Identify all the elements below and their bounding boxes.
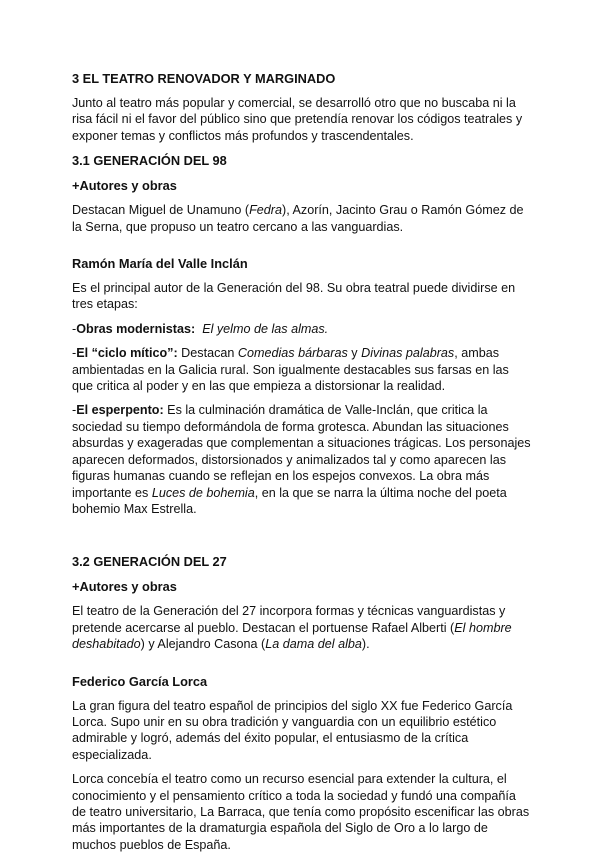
work-title: Comedias bárbaras	[237, 346, 348, 361]
section-intro-paragraph: Junto al teatro más popular y comercial, se desarrolló otro que no buscaba ni la risa fácil ni el favor del público sino que pretendía renovar los códigos teatrales y exponer temas y conflictos más profundos y trascendentales.	[72, 96, 523, 143]
work-title: El hombre deshabitado	[72, 620, 512, 652]
text-run: Destacan	[177, 346, 238, 361]
document-content	[72, 70, 532, 853]
list-dash: -	[72, 403, 77, 418]
gen98-authors-heading: +Autores y obras	[72, 178, 177, 194]
gen27-authors-paragraph	[72, 603, 532, 652]
work-title: El yelmo de las almas.	[202, 321, 329, 336]
stage-label: El “ciclo mítico”:	[76, 346, 178, 361]
text-run: , en la que se narra la última noche del poeta bohemio Max Estrella.	[72, 485, 507, 516]
lorca-title: Federico García Lorca	[72, 673, 208, 689]
lorca-paragraph-2: Lorca concebía el teatro como un recurso esencial para extender la cultura, el conocimiento y el pensamiento crítico a toda la sociedad y fundó una compañía de teatro universitario, La Barraca, que tenía como propósito escenificar las obras más importantes de la dramaturgia española del Siglo de Oro a lo largo de muchos pueblos de España.	[72, 772, 530, 852]
text-run: y	[347, 346, 362, 361]
stage-label: Obras modernistas:	[76, 321, 196, 336]
section-title: 3 EL TEATRO RENOVADOR Y MARGINADO	[72, 71, 336, 86]
work-title: Fedra	[249, 203, 283, 218]
modernist-works-paragraph	[72, 321, 532, 337]
text-run: El teatro de la Generación del 27 incorpora formas y técnicas vanguardistas y pretende acercarse al pueblo. Destacan el portuense Rafael Alberti (	[72, 604, 506, 635]
work-title: Luces de bohemia	[151, 485, 255, 500]
text-run: ) y Alejandro Casona (	[140, 637, 266, 652]
list-dash: -	[72, 346, 77, 361]
list-dash: -	[72, 321, 77, 336]
text-run: Es la culminación dramática de Valle-Inclán, que critica la sociedad su tiempo deformándola de forma grotesca. Abundan las situaciones absurdas y exageradas que complementan a situaciones trágicas. Los personajes aparecen deformados, distorsionados y animalizados tal y como aparecen las figuras humanas cuando se reflejan en los espejos convexos. La obra más importante es	[72, 403, 531, 500]
valle-intro-paragraph: Es el principal autor de la Generación del 98. Su obra teatral puede dividirse en tres etapas:	[72, 281, 516, 312]
esperpento-paragraph	[72, 402, 532, 517]
text-run: Destacan Miguel de Unamuno (	[72, 203, 250, 218]
gen27-authors-heading: +Autores y obras	[72, 579, 177, 595]
work-title: Divinas palabras	[361, 346, 455, 361]
text-run: ), Azorín, Jacinto Grau o Ramón Gómez de la Serna, que propuso un teatro cercano a las vanguardias.	[72, 203, 524, 234]
stage-label: El esperpento:	[76, 403, 164, 418]
mythic-cycle-paragraph	[72, 345, 532, 394]
valle-inclan-title: Ramón María del Valle Inclán	[72, 256, 248, 272]
text-run: ).	[361, 637, 370, 652]
gen98-authors-paragraph	[72, 202, 532, 235]
work-title: La dama del alba	[265, 637, 362, 652]
gen98-title: 3.1 GENERACIÓN DEL 98	[72, 153, 227, 169]
gen27-title: 3.2 GENERACIÓN DEL 27	[72, 554, 227, 570]
lorca-paragraph-1: La gran figura del teatro español de principios del siglo XX fue Federico García Lorca. Supo unir en su obra tradición y vanguardia con un equilibrio estético admirable y logró, además del éxito popular, el entusiasmo de la crítica especializada.	[72, 698, 513, 762]
text-run: , ambas ambientadas en la Galicia rural. Son igualmente destacables sus farsas en las que critica al poder y en las que empieza a distorsionar la realidad.	[72, 346, 509, 394]
